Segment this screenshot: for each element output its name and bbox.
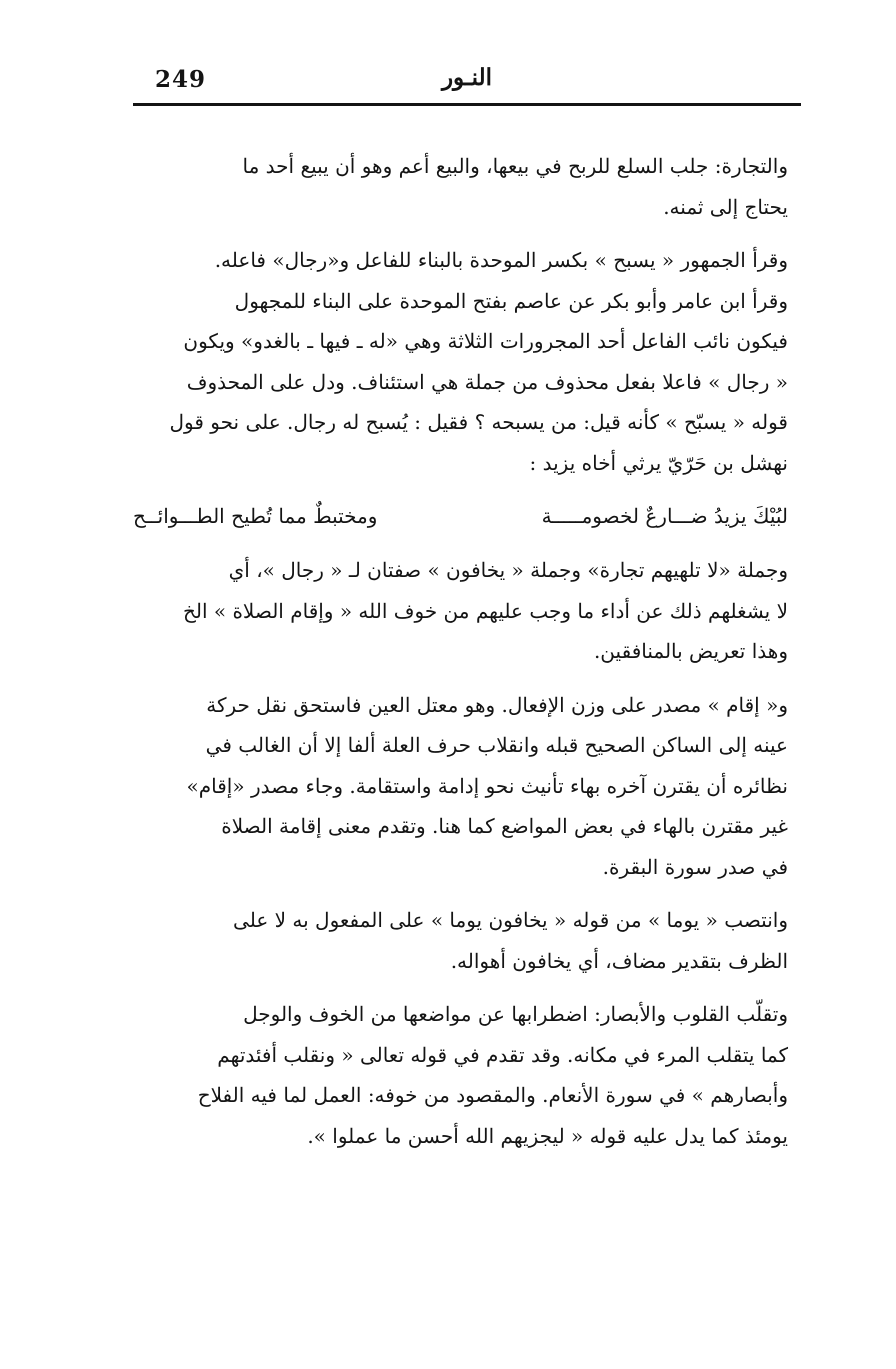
text-line: وهذا تعريض بالمنافقين. — [593, 639, 788, 663]
page-header — [133, 62, 801, 100]
text-line: قوله « يسبّح » كأنه قيل: من يسبحه ؟ فقيل : يُسبح له رجال. على نحو قول — [169, 410, 788, 434]
page-body — [133, 146, 788, 1169]
verse-first-hemistich: لبُيْكَ يزيدُ ضـــارعٌ لخصومـــــة — [541, 504, 788, 528]
text-line: وقرأ ابن عامر وأبو بكر عن عاصم بفتح الموحدة على البناء للمجهول — [234, 288, 788, 313]
poetry-verse — [133, 496, 788, 536]
text-line: وانتصب « يوما » من قوله « يخافون يوما » على المفعول به لا على — [233, 908, 788, 932]
text-line: وقرأ الجمهور « يسبح » بكسر الموحدة بالبناء للفاعل و«رجال» فاعله. — [214, 248, 788, 272]
text-line: وتقلّب القلوب والأبصار: اضطرابها عن مواضعها من الخوف والوجل — [243, 1002, 788, 1026]
text-line: عينه إلى الساكن الصحيح قبله وانقلاب حرف العلة ألفا إلا أن الغالب في — [205, 733, 788, 757]
header-rule — [133, 103, 801, 106]
paragraph-iqam — [133, 685, 788, 888]
text-line: نظائره أن يقترن آخره بهاء تأنيث نحو إدامة واستقامة. وجاء مصدر «إقام» — [186, 773, 788, 798]
paragraph-reading — [133, 240, 788, 483]
verse-second-hemistich: ومختبطٌ مما تُطيح الطـــوائــح — [133, 504, 378, 528]
text-line: لا يشغلهم ذلك عن أداء ما وجب عليهم من خوف الله « وإقام الصلاة » الخ — [182, 598, 788, 623]
text-line: يحتاج إلى ثمنه. — [663, 194, 788, 219]
text-line: الظرف بتقدير مضاف، أي يخافون أهواله. — [450, 948, 788, 973]
paragraph-sentences — [133, 550, 788, 672]
text-line: يومئذ كما يدل عليه قوله « ليجزيهم الله أحسن ما عملوا ». — [307, 1123, 788, 1148]
paragraph-hearts — [133, 994, 788, 1156]
running-title: النـور — [441, 64, 493, 91]
paragraph-trade — [133, 146, 788, 227]
text-line: في صدر سورة البقرة. — [602, 854, 788, 879]
text-line: و« إقام » مصدر على وزن الإفعال. وهو معتل العين فاستحق نقل حركة — [206, 692, 788, 717]
text-line: نهشل بن حَرّيّ يرثي أخاه يزيد : — [529, 450, 788, 475]
text-line: فيكون نائب الفاعل أحد المجرورات الثلاثة وهي «له ـ فيها ـ بالغدو» ويكون — [183, 329, 788, 353]
text-line: والتجارة: جلب السلع للربح في بيعها، والبيع أعم وهو أن يبيع أحد ما — [242, 154, 788, 178]
page-number: 249 — [155, 66, 207, 93]
paragraph-yawm — [133, 900, 788, 981]
text-line: « رجال » فاعلا بفعل محذوف من جملة هي استئناف. ودل على المحذوف — [186, 369, 788, 394]
text-line: كما يتقلب المرء في مكانه. وقد تقدم في قوله تعالى « ونقلب أفئدتهم — [217, 1042, 788, 1067]
text-line: غير مقترن بالهاء في بعض المواضع كما هنا. وتقدم معنى إقامة الصلاة — [221, 814, 788, 838]
text-line: وجملة «لا تلهيهم تجارة» وجملة « يخافون » صفتان لـ « رجال »، أي — [228, 558, 788, 582]
text-line: وأبصارهم » في سورة الأنعام. والمقصود من خوفه: العمل لما فيه الفلاح — [197, 1083, 788, 1107]
